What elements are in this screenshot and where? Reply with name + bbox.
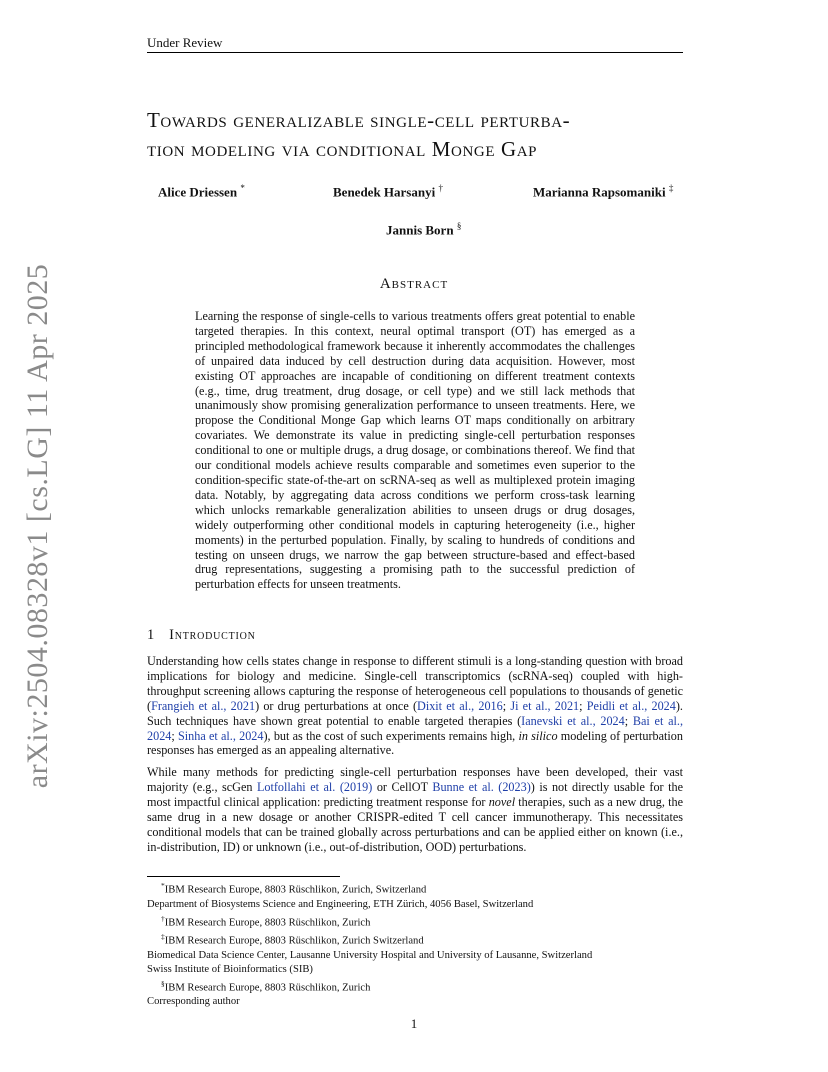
- paper-title: [147, 106, 707, 164]
- footnote-text: Department of Biosystems Science and Engineering, ETH Zürich, 4056 Basel, Switzerland: [147, 898, 534, 910]
- text-run: ) or drug perturbations at once (: [255, 698, 418, 713]
- author-2: [333, 183, 443, 200]
- emphasis: in silico: [518, 728, 558, 743]
- text-run: ) is not directly usable for the most impactful clinical application: predicting treatment response for: [147, 779, 683, 809]
- text-run: ;: [579, 698, 587, 713]
- author-mark: §: [456, 221, 462, 231]
- author-3: [533, 183, 673, 200]
- footnote: [147, 879, 707, 898]
- footnote-mark: *: [161, 881, 165, 890]
- intro-paragraph-2: [147, 765, 683, 854]
- author-name: Jannis Born: [386, 222, 454, 238]
- text-run: ;: [624, 713, 633, 728]
- citation-link[interactable]: Dixit et al., 2016: [417, 698, 503, 713]
- footnote-text: IBM Research Europe, 8803 Rüschlikon, Zurich Switzerland: [164, 935, 424, 947]
- text-run: While many methods for predicting single-cell perturbation responses have been developed, their vast majority (e.g., scGen: [147, 765, 683, 794]
- footnote: [147, 977, 707, 996]
- abstract-heading: Abstract: [379, 276, 449, 292]
- author-4: [386, 221, 461, 238]
- header-rule: [147, 52, 683, 53]
- title-line-1: Towards generalizable single-cell perturba-: [147, 108, 571, 132]
- footnote-text: IBM Research Europe, 8803 Rüschlikon, Zurich, Switzerland: [164, 884, 427, 896]
- author-mark: †: [438, 183, 443, 193]
- footnote-text: Corresponding author: [147, 996, 240, 1008]
- author-mark: *: [240, 183, 245, 193]
- footnote-text: IBM Research Europe, 8803 Rüschlikon, Zurich: [164, 917, 371, 929]
- text-run: Understanding how cells states change in response to different stimuli is a long-standing question with broad implications for biology and medicine. Single-cell transcriptomics (scRNA-seq) coupled with high-throughput screening allows capturing the response of heterogeneous cell populations to thousands of genetic (: [147, 654, 683, 713]
- footnote-rule: [147, 876, 340, 877]
- text-run: ), but as the cost of such experiments remains high,: [263, 728, 519, 743]
- emphasis: novel: [488, 794, 516, 809]
- text-run: modeling of perturbation responses has emerged as an appealing alternative.: [147, 728, 683, 758]
- section-title: Introduction: [169, 627, 256, 643]
- footnote: [147, 912, 707, 931]
- section-heading-introduction: [147, 627, 256, 644]
- author-name: Benedek Harsanyi: [333, 184, 436, 200]
- footnote: [147, 963, 707, 977]
- text-run: ). Such techniques have shown great potential to enable targeted therapies (: [147, 698, 683, 728]
- title-line-2: tion modeling via conditional Monge Gap: [147, 137, 538, 161]
- author-mark: ‡: [668, 183, 674, 193]
- citation-link[interactable]: Sinha et al., 2024: [178, 728, 264, 743]
- footnote-text: Swiss Institute of Bioinformatics (SIB): [147, 963, 313, 975]
- footnote-mark: †: [161, 913, 165, 923]
- citation-link[interactable]: Frangieh et al., 2021: [151, 698, 256, 713]
- text-run: or CellOT: [372, 779, 433, 794]
- page-number: 1: [410, 1016, 418, 1031]
- footnote-text: IBM Research Europe, 8803 Rüschlikon, Zurich: [164, 982, 371, 994]
- author-name: Alice Driessen: [158, 184, 238, 200]
- citation-link[interactable]: Bunne et al. (2023): [432, 779, 531, 794]
- citation-link[interactable]: Bai et al., 2024: [147, 713, 683, 743]
- author-1: [158, 183, 245, 200]
- text-run: therapies, such as a new drug, the same drug in a new dosage or another CRISPR-edited T cell cancer immunotherapy. This necessitates conditional models that can be trained globally across perturbations and can be applied either on known (i.e., in-distribution, ID) or unknown (i.e., out-of-distribution, OOD) perturbations.: [147, 794, 683, 854]
- text-run: ;: [171, 728, 178, 743]
- footnotes: [147, 879, 707, 1009]
- footnote: [147, 995, 707, 1009]
- running-header: Under Review: [147, 35, 223, 50]
- footnote: [147, 949, 707, 963]
- citation-link[interactable]: Lotfollahi et al. (2019): [256, 779, 373, 794]
- citation-link[interactable]: Ji et al., 2021: [510, 698, 580, 713]
- footnote-mark: §: [161, 978, 165, 988]
- footnote: [147, 898, 707, 912]
- footnote: [147, 930, 707, 949]
- intro-paragraph-1: [147, 654, 683, 758]
- arxiv-identifier: arXiv:2504.08328v1 [cs.LG] 11 Apr 2025: [21, 263, 54, 789]
- footnote-text: Biomedical Data Science Center, Lausanne University Hospital and University of Lausanne, Switzerland: [147, 949, 593, 961]
- section-number: 1: [147, 627, 156, 643]
- author-name: Marianna Rapsomaniki: [533, 184, 666, 200]
- abstract-body: Learning the response of single-cells to various treatments offers great potential to enable targeted therapies. In this context, neural optimal transport (OT) has emerged as a principled methodological framework because it inherently accommodates the challenges of unpaired data induced by cell destruction during data acquisition. However, most existing OT approaches are incapable of conditioning on different treatment contexts (e.g., time, drug treatment, drug dosage, or cell type) and we still lack methods that unanimously show promising generalization performance to unseen treatments. Here, we propose the Conditional Monge Gap which learns OT maps conditionally on arbitrary covariates. We demonstrate its value in predicting single-cell perturbation responses conditional to one or multiple drugs, a drug dosage, or combinations thereof. We find that our conditional models achieve results comparable and sometimes even superior to the condition-specific state-of-the-art on scRNA-seq as well as multiplexed protein imaging data. Notably, by aggregating data across conditions we perform cross-task learning which unlocks remarkable generalization abilities to unseen drugs or drug dosages, widely outperforming other conditional models in capturing heterogeneity (i.e., higher moments) in the perturbed population. Finally, by scaling to hundreds of conditions and testing on unseen drugs, we narrow the gap between structure-based and effect-based drug representations, suggesting a promising path to the successful prediction of perturbation effects for unseen treatments.: [195, 309, 635, 592]
- citation-link[interactable]: Ianevski et al., 2024: [521, 713, 625, 728]
- footnote-mark: ‡: [161, 932, 165, 942]
- citation-link[interactable]: Peidli et al., 2024: [586, 698, 676, 713]
- text-run: ;: [502, 698, 511, 713]
